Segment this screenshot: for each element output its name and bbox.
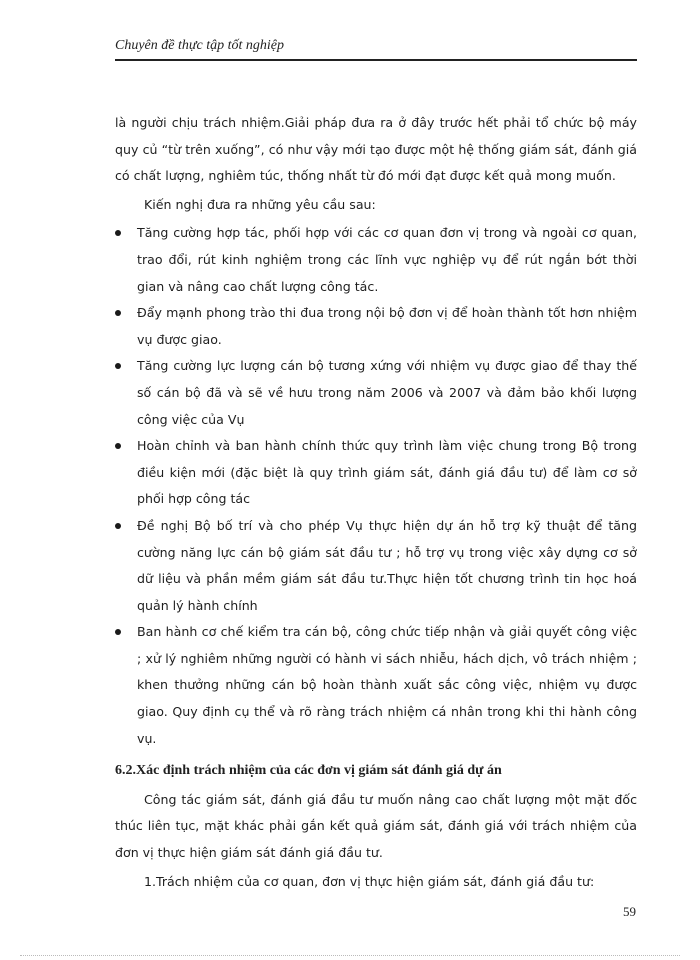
list-item-text: Tăng cường lực lượng cán bộ tương xứng với nhiệm vụ được giao để thay thế số cán bộ đã và sẽ về hưu trong năm 2006 và 2007 và đảm bảo khối lượng công việc của Vụ [137, 358, 637, 427]
page-bottom-divider [20, 955, 680, 956]
section-paragraph: Công tác giám sát, đánh giá đầu tư muốn nâng cao chất lượng một mặt đốc thúc liên tục, mặt khác phải gắn kết quả giám sát, đánh giá với trách nhiệm của đơn vị thực hiện giám sát đánh giá đầu tư. [115, 791, 637, 861]
list-item [115, 433, 637, 513]
bullet-icon [115, 230, 121, 236]
list-item-text: Hoàn chỉnh và ban hành chính thức quy trình làm việc chung trong Bộ trong điều kiện mới (đặc biệt là quy trình giám sát, đánh giá đầu tư) để làm cơ sở phối hợp công tác [137, 438, 637, 507]
body-content [115, 110, 637, 895]
bullet-icon [115, 443, 121, 449]
list-item [115, 220, 637, 300]
list-item-text: Đề nghị Bộ bố trí và cho phép Vụ thực hiện dự án hỗ trợ kỹ thuật để tăng cường năng lực cán bộ giám sát đầu tư ; hỗ trợ vụ trong việc xây dựng cơ sở dữ liệu và phần mềm giám sát đầu tư.Thực hiện tốt chương trình tin học hoá quản lý hành chính [137, 517, 637, 613]
list-item [115, 353, 637, 433]
page-number: 59 [623, 904, 636, 919]
running-header: Chuyên đề thực tập tốt nghiệp [115, 38, 284, 53]
list-item-text: Đẩy mạnh phong trào thi đua trong nội bộ đơn vị để hoàn thành tốt hơn nhiệm vụ được giao. [137, 305, 637, 347]
recommendation-list [115, 220, 637, 752]
list-item-text: Tăng cường hợp tác, phối hợp với các cơ quan đơn vị trong và ngoài cơ quan, trao đổi, rút kinh nghiệm trong các lĩnh vực nghiệp vụ để rút ngắn bớt thời gian và nâng cao chất lượng công tác. [137, 225, 637, 294]
bullet-icon [115, 363, 121, 369]
recommendation-intro: Kiến nghị đưa ra những yêu cầu sau: [144, 196, 376, 212]
list-item [115, 513, 637, 619]
bullet-icon [115, 629, 121, 635]
header-rule [115, 59, 637, 61]
numbered-item: 1.Trách nhiệm của cơ quan, đơn vị thực hiện giám sát, đánh giá đầu tư: [144, 873, 595, 889]
bullet-icon [115, 310, 121, 316]
section-heading: 6.2.Xác định trách nhiệm của các đơn vị giám sát đánh giá dự án [115, 763, 502, 779]
list-item-text: Ban hành cơ chế kiểm tra cán bộ, công chức tiếp nhận và giải quyết công việc ; xử lý nghiêm những người có hành vi sách nhiễu, hách dịch, vô trách nhiệm ; khen thưởng những cán bộ hoàn thành xuất sắc công việc, nhiệm vụ được giao. Quy định cụ thể và rõ ràng trách nhiệm cá nhân trong khi thi hành công vụ. [137, 624, 637, 746]
bullet-icon [115, 523, 121, 529]
list-item [115, 619, 637, 752]
intro-paragraph: là người chịu trách nhiệm.Giải pháp đưa ra ở đây trước hết phải tổ chức bộ máy quy củ “từ trên xuống”, có như vậy mới tạo được một hệ thống giám sát, đánh giá có chất lượng, nghiêm túc, thống nhất từ đó mới đạt được kết quả mong muốn. [115, 115, 637, 184]
list-item [115, 300, 637, 353]
